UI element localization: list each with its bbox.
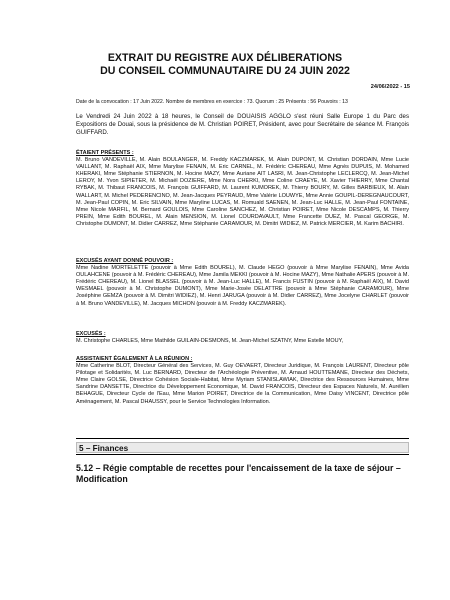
- presents-list: M. Bruno VANDEVILLE, M. Alain BOULANGER, M. Freddy KACZMAREK, M. Alain DUPONT, M. Christian DORDAIN, Mme Lucie VAILLANT, M. Raphaël AIX, Mme Marylise FENAIN, M. Eric CARNEL, M. Frédéric CHEREAU, Mme Agnès DUPUIS, M. Mohamed KHERAKI, Mme Stéphanie STIERNON, M. Hocine MAZY, Mme Auriane AIT LASRI, M. Jean-Christophe LECLERCQ, M. Jean-Michel LEROY, M. Yvon SIPIETER, M. Michaël DOZIERE, Mme Nora CHERKI, Mme Coline CRAEYE, M. Xavier THIERRY, Mme Chantal RYBAK, M. Thibaut FRANCOIS, M. François GUIFFARD, M. Laurent KUMOREK, M. Thierry BOURY, M. Gilles BARBIEUX, M. Alain WALLART, M. Michel PEDERENCINO, M. Jean-Jacques PEYRAUD, Mme Valérie LOUWYE, Mme Annie GOUPIL-DEREGNAUCOURT, M. Jean-Paul COPIN, M. Eric SILVAIN, Mme Maryline LUCAS, M. Romuald SAENEN, M. Jean-Luc HALLE, M. Jean-Paul FONTAINE, Mme Nicole MARFIL, M. Bernard GOULOIS, Mme Caroline SANCHEZ, M. Christian POIRET, Mme Nicole DESCAMPS, M. Thierry PREIN, Mme Edith BOUREL, M. Alain MENSION, M. Lionel COURDAVAULT, Mme Francette DUEZ, M. Pascal GEORGE, M. Christophe DUMONT, M. Didier CARREZ, Mme Stéphanie CARAMOUR, M. Dimitri WIDIEZ, M. Patrick MERCIER, M. Karim BACHIRI.: [76, 157, 409, 227]
- agenda-item-title: 5.12 – Régie comptable de recettes pour l'encaissement de la taxe de séjour – Modification: [76, 463, 401, 484]
- finances-banner: 5 – Finances: [76, 442, 409, 453]
- presents-section: [76, 150, 409, 228]
- pouvoirs-heading: EXCUSÉS AYANT DONNÉ POUVOIR :: [76, 258, 174, 264]
- excuses-heading: EXCUSÉS :: [76, 331, 106, 337]
- deliberation-reference: 24/06/2022 - 15: [370, 84, 410, 90]
- section-divider-top: [76, 438, 409, 439]
- excuses-list: M. Christophe CHARLES, Mme Mathilde GUILAIN-DESMONS, M. Jean-Michel SZATNY, Mme Estelle MOUY,: [76, 338, 344, 345]
- document-title-line2: DU CONSEIL COMMUNAUTAIRE DU 24 JUIN 2022: [100, 65, 350, 77]
- intro-paragraph: Le Vendredi 24 Juin 2022 à 18 heures, le Conseil de DOUAISIS AGGLO s'est réuni Salle Europe 1 du Parc des Expositions de Douai, sous la présidence de M. Christian POIRET, Président, avec pour Secrétaire de séance M. François GUIFFARD.: [76, 113, 409, 137]
- presents-heading: ÉTAIENT PRÉSENTS :: [76, 150, 134, 156]
- assistaient-section: [76, 356, 409, 406]
- pouvoirs-list: Mme Nadine MORTELETTE (pouvoir à Mme Edith BOUREL), M. Claude HEGO (pouvoir à Mme Marylise FENAIN), Mme Avida OULAHCENE (pouvoir à M. Frédéric CHEREAU), Mme Jamila MEKKI (pouvoir à M. Hocine MAZY), Mme Nathalie APERS (pouvoir à M. Frédéric CHEREAU), M. Lionel BLASSEL (pouvoir à M. Jean-Luc HALLE), M. Francis FUSTIN (pouvoir à M. Raphaël AIX), M. David WESMAEL (pouvoir à M. Christophe DUMONT), Mme Marie-Josée DELATTRE (pouvoir à Mme Stéphanie CARAMOUR), Mme Joséphine GEMZA (pouvoir à M. Dimitri WIDIEZ), M. Henri JARUGA (pouvoir à M. Didier CARREZ), Mme Jocelyne CHARLET (pouvoir à M. Bruno VANDEVILLE), M. Jacques MICHON (pouvoir à M. Freddy KACZMAREK).: [76, 265, 409, 307]
- pouvoirs-section: [76, 258, 409, 308]
- document-title-line1: EXTRAIT DU REGISTRE AUX DÉLIBERATIONS: [107, 52, 343, 64]
- assistaient-heading: ASSISTAIENT ÉGALEMENT À LA RÉUNION :: [76, 356, 193, 362]
- section-divider-bottom: [76, 454, 409, 455]
- excuses-section: [76, 331, 409, 345]
- assistaient-list: Mme Catherine BLOT, Directeur Général des Services, M. Guy OEVAERT, Directeur Juridique, M. François LAURENT, Directeur pôle Pilotage et Solidarités, M. Luc BERNARD, Directeur de l'Archéologie Préventive, M. Arnaud HOUTTEMANE, Directeur des Déchets, Mme Claire GOLSE, Directrice Cohésion Sociale-Habitat, Mme Myriam STANISLAWIAK, Directrice des Ressources Humaines, Mme Sandrine DANSETTE, Directrice du Développement Economique, M. David FRANCOIS, Directeur des Espaces Naturels, M. Aurélien BEHAGUE, Directeur Cycle de l'Eau, Mme Marion POIRET, Directrice de la Communication, Mme Daisy VINCENT, Directrice pôle Aménagement, M. Pascal DHAUSSY, pour le Service Technologies Information.: [76, 363, 409, 405]
- convocation-info: Date de la convocation : 17 Juin 2022. Nombre de membres en exercice : 73. Quorum : 25 Présents : 56 Pouvoirs : 13: [76, 99, 348, 105]
